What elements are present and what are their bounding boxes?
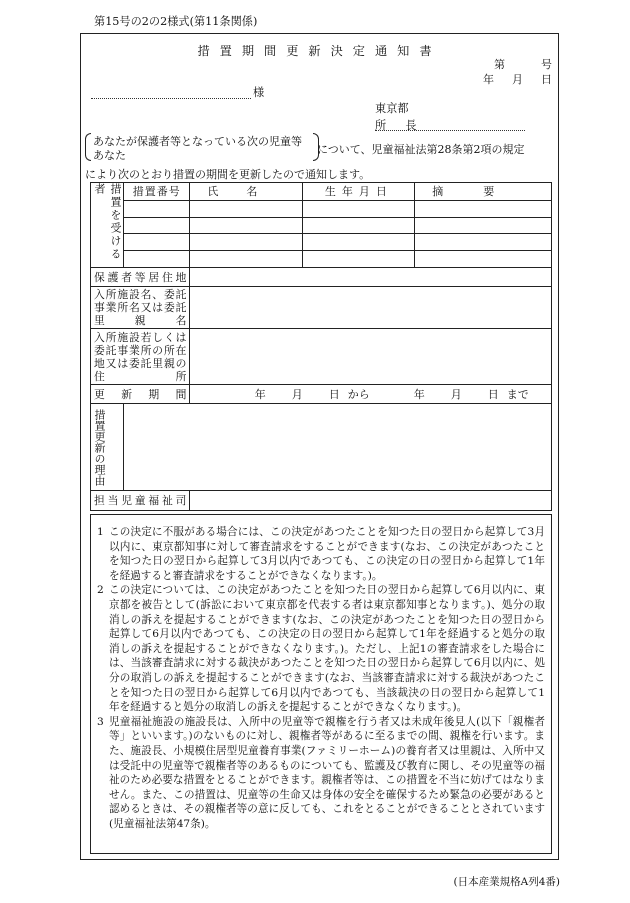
cell-name[interactable] bbox=[190, 251, 303, 268]
header-measure-number: 措置番号 bbox=[124, 183, 190, 201]
note-number: 3 bbox=[97, 715, 104, 728]
table-row bbox=[91, 234, 552, 251]
office-field[interactable] bbox=[190, 491, 552, 511]
header-birthdate: 生年月日 bbox=[303, 183, 415, 201]
paper-size-note: (日本産業規格A列4番) bbox=[453, 876, 560, 888]
period-to-day: 日 bbox=[487, 388, 499, 401]
note-number: 1 bbox=[97, 526, 104, 538]
facility-name-field[interactable] bbox=[190, 287, 552, 329]
header-remarks: 摘要 bbox=[415, 183, 552, 201]
form-number-label: 第15号の2の2様式(第11条関係) bbox=[94, 15, 258, 28]
addressee-suffix: 様 bbox=[253, 86, 265, 99]
period-from-day: 日 bbox=[328, 388, 340, 401]
reason-label: 措置更新の理由 bbox=[93, 408, 106, 486]
cell-birthdate[interactable] bbox=[303, 251, 415, 268]
addressee-line[interactable] bbox=[91, 86, 251, 99]
period-to-year: 年 bbox=[413, 388, 425, 401]
note-number: 2 bbox=[97, 584, 104, 597]
header-name: 氏名 bbox=[190, 183, 303, 201]
left-bracket bbox=[85, 133, 91, 161]
cell-name[interactable] bbox=[190, 217, 303, 234]
recipient-label: 措置を受ける者 bbox=[93, 183, 122, 261]
intro-text-2: により次のとおり措置の期間を更新したので通知します。 bbox=[85, 168, 371, 181]
issuer-signature-line[interactable] bbox=[375, 130, 525, 131]
cell-name[interactable] bbox=[190, 234, 303, 251]
bracket-line-2: あなた bbox=[93, 149, 126, 162]
cell-name[interactable] bbox=[190, 200, 303, 217]
period-to-month: 月 bbox=[450, 388, 462, 401]
cell-birthdate[interactable] bbox=[303, 234, 415, 251]
notes-box bbox=[90, 514, 552, 854]
cell-remarks[interactable] bbox=[415, 234, 552, 251]
issuer-org: 東京都 bbox=[375, 102, 409, 115]
guardian-address-field[interactable] bbox=[190, 268, 552, 287]
document-number-line bbox=[494, 56, 552, 72]
recipient-bracket bbox=[85, 133, 325, 163]
facility-name-label: 入所施設名、委託事業所名又は委託里親名 bbox=[91, 287, 190, 329]
cell-number[interactable] bbox=[124, 234, 190, 251]
number-dai: 第 bbox=[494, 58, 505, 71]
cell-remarks[interactable] bbox=[415, 251, 552, 268]
reason-field[interactable] bbox=[124, 404, 552, 491]
office-label: 担当児童福祉司 bbox=[91, 491, 190, 511]
cell-birthdate[interactable] bbox=[303, 200, 415, 217]
issuer-title: 所 長 bbox=[375, 119, 421, 132]
date-year: 年 bbox=[483, 73, 494, 86]
note-item bbox=[97, 583, 545, 714]
measure-table bbox=[90, 182, 552, 511]
note-text: この決定に不服がある場合には、この決定があつたことを知つた日の翌日から起算して3月以内に、東京都知事に対して審査請求をすることができます(なお、この決定があつたことを知つた日の翌日から起算して3月以内であつても、この決定の日の翌日から起算して1年を経過すると審査請求をすることができなくなります。)。 bbox=[109, 526, 545, 582]
update-period-field[interactable] bbox=[190, 385, 552, 404]
date-month: 月 bbox=[512, 73, 523, 86]
table-row bbox=[91, 251, 552, 268]
document-title: 措置期間更新決定通知書 bbox=[197, 44, 442, 58]
period-from-suffix: から bbox=[347, 388, 370, 401]
recipient-label-cell bbox=[91, 183, 124, 268]
note-item bbox=[97, 715, 545, 832]
facility-address-field[interactable] bbox=[190, 329, 552, 385]
update-period-label: 更新期間 bbox=[91, 385, 190, 404]
facility-address-label: 入所施設若しくは委託事業所の所在地又は委託里親の住所 bbox=[91, 329, 190, 385]
guardian-address-label: 保護者等居住地 bbox=[91, 268, 190, 287]
period-from-month: 月 bbox=[291, 388, 303, 401]
cell-birthdate[interactable] bbox=[303, 217, 415, 234]
cell-number[interactable] bbox=[124, 200, 190, 217]
form-frame bbox=[80, 33, 559, 860]
period-to-suffix: まで bbox=[506, 388, 529, 401]
reason-label-cell bbox=[91, 404, 124, 491]
table-row bbox=[91, 200, 552, 217]
table-row bbox=[91, 217, 552, 234]
note-item bbox=[97, 525, 545, 583]
cell-remarks[interactable] bbox=[415, 200, 552, 217]
note-text: この決定については、この決定があつたことを知つた日の翌日から起算して6月以内に、東京都を被告として(訴訟において東京都を代表する者は東京都知事となります。)、処分の取消しの訴えを提起することができます(なお、この決定があつたことを知つた日の翌日から起算して6月以内であつても、この決定の日の翌日から起算して1年を経過すると処分の取消しの訴えを提起することができなくなります。)。ただし、上記1の審査請求をした場合には、当該審査請求に対する裁決があつたことを知つた日の翌日から起算して6月以内に、処分の取消しの訴えを提起することができます(なお、当該審査請求に対する裁決があつたことを知つた日の翌日から起算して6月以内であつても、当該裁決の日の翌日から起算して1年を経過すると処分の取消しの訴えを提起することができなくなります。)。 bbox=[109, 584, 545, 714]
cell-remarks[interactable] bbox=[415, 217, 552, 234]
date-day: 日 bbox=[541, 73, 552, 86]
period-from-year: 年 bbox=[254, 388, 266, 401]
note-text: 児童福祉施設の施設長は、入所中の児童等で親権を行う者又は未成年後見人(以下「親権者等」といいます。)のないものに対し、親権者等があるに至るまでの間、親権を行います。また、施設長、小規模住居型児童養育事業(ファミリーホーム)の養育者又は里親は、入所中又は受託中の児童等で親権者等のあるものについても、監護及び教育に関し、その児童等の福祉のため必要な措置をとることができます。親権者等は、この措置を不当に妨げてはなりません。また、この措置は、児童等の生命又は身体の安全を確保するため緊急の必要があると認めるときは、その親権者等の意に反しても、これをとることができることとされています(児童福祉法第47条)。 bbox=[109, 715, 545, 830]
number-go: 号 bbox=[541, 58, 552, 71]
intro-text-1: について、児童福祉法第28条第2項の規定 bbox=[317, 143, 525, 156]
bracket-line-1: あなたが保護者等となっている次の児童等 bbox=[93, 135, 302, 148]
date-line bbox=[483, 71, 552, 87]
cell-number[interactable] bbox=[124, 251, 190, 268]
cell-number[interactable] bbox=[124, 217, 190, 234]
